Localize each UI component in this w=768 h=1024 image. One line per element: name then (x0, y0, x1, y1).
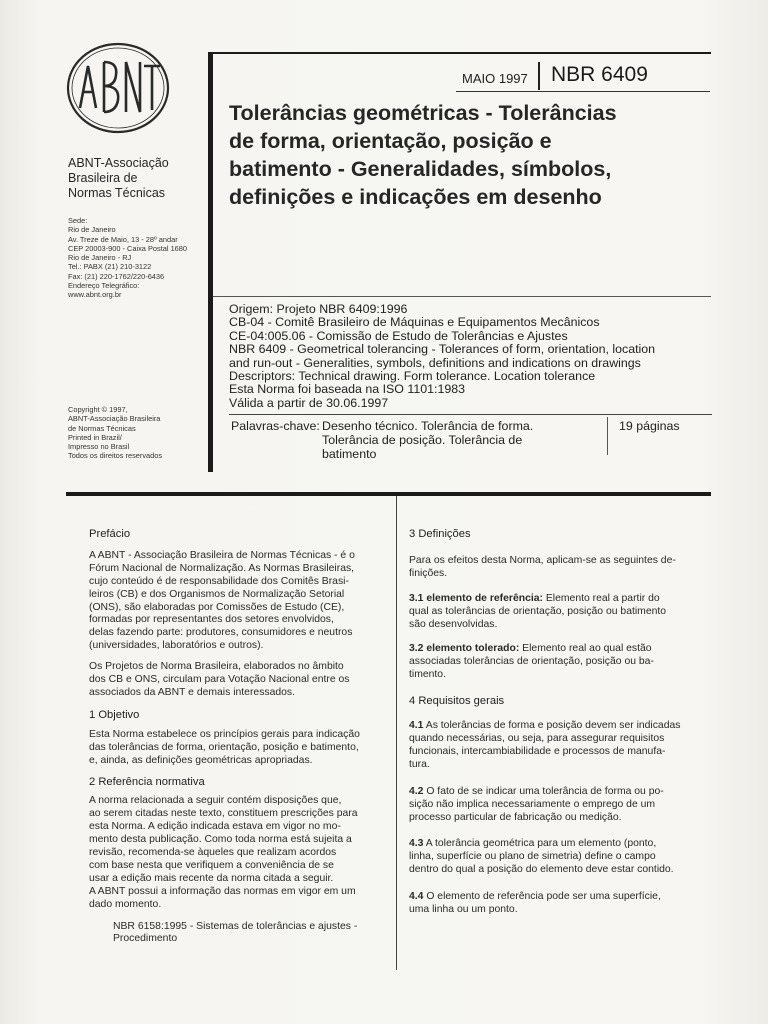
text-line: formadas por representantes dos setores envolvidos, (89, 614, 334, 626)
text-line: As tolerâncias de forma e posição devem ser indicadas (423, 720, 681, 732)
definition-3-1 (409, 593, 701, 632)
body-top-bar (66, 492, 711, 496)
text-line: com base nesta que verifiquem a conveniência de se (89, 859, 334, 871)
title-line: definições e indicações em desenho (229, 185, 602, 209)
address-line: Tel.: PABX (21) 210-3122 (68, 262, 152, 272)
text-line: das tolerâncias de forma, orientação, posição e batimento, (89, 741, 359, 753)
title-line: batimento - Generalidades, símbolos, (229, 157, 612, 181)
text-line: qual as tolerâncias de orientação, posição ou batimento (409, 605, 667, 617)
text-line: finições. (409, 567, 448, 579)
text-line: O elemento de referência pode ser uma superfície, (423, 891, 661, 903)
origin-line: Válida a partir de 30.06.1997 (229, 395, 389, 410)
document-title (229, 99, 699, 211)
copyright-line: ABNT-Associação Brasileira (68, 414, 161, 424)
text-line: (universidades, laboratórios e outros). (89, 640, 264, 652)
origin-line: and run-out - Generalities, symbols, definitions and indications on drawings (229, 355, 641, 370)
requirement-4-2 (409, 786, 701, 825)
text-line: A tolerância geométrica para um elemento (ponto, (423, 838, 657, 850)
organization-name (68, 156, 169, 201)
address-line: CEP 20003-900 - Caixa Postal 1680 (68, 243, 188, 253)
copyright-notice (68, 405, 162, 461)
right-column (409, 528, 701, 917)
text-line: (ONS), são elaboradas por Comissões de Estudo (CE), (89, 601, 345, 613)
origin-line: CB-04 - Comitê Brasileiro de Máquinas e Equipamentos Mecânicos (229, 315, 600, 330)
text-line: associadas tolerâncias de orientação, posição ou ba- (409, 656, 654, 668)
date-underline (456, 91, 710, 92)
headquarters-address (68, 216, 187, 300)
prefacio-heading: Prefácio (89, 528, 131, 540)
address-line: Rio de Janeiro (68, 225, 116, 235)
copyright-line: Printed in Brazil/ (68, 432, 122, 442)
text-line: tura. (409, 758, 430, 770)
text-line: Procedimento (113, 933, 178, 945)
keywords-list (322, 419, 533, 461)
address-line: Av. Treze de Maio, 13 - 28º andar (68, 234, 178, 244)
header-frame-top-bar (208, 52, 711, 54)
address-line: Fax: (21) 220-1762/220-6436 (68, 271, 165, 281)
definicoes-paragraph (409, 555, 701, 581)
address-line: Sede: (68, 216, 88, 225)
origin-line: NBR 6409 - Geometrical tolerancing - Tolerances of form, orientation, location (229, 342, 656, 357)
prefacio-paragraph-2 (89, 661, 384, 700)
text-line: dado momento. (89, 898, 162, 910)
copyright-line: Todos os direitos reservados (68, 451, 163, 461)
header-frame-left-bar (208, 52, 213, 472)
keywords-line: batimento (322, 447, 377, 461)
text-line: Os Projetos de Norma Brasileira, elaborados no âmbito (89, 661, 344, 673)
text-line: leiros (CB) e dos Organismos de Normalização Setorial (89, 588, 345, 600)
address-line: Rio de Janeiro - RJ (68, 253, 132, 263)
requisitos-heading: 4 Requisitos gerais (409, 695, 505, 708)
origin-line: Descriptors: Technical drawing. Form tolerance. Location tolerance (229, 369, 596, 384)
objetivo-heading: 1 Objetivo (89, 708, 140, 721)
text-line: Elemento real ao qual estão (519, 643, 652, 655)
text-line: A ABNT possui a informação das normas em vigor em um (89, 885, 356, 897)
norm-id: NBR 6409 (551, 63, 648, 86)
address-line: www.abnt.org.br (68, 290, 122, 300)
text-line: usar a edição mais recente da norma citada a seguir. (89, 872, 334, 884)
objetivo-paragraph (89, 729, 384, 768)
prefacio-paragraph-1 (89, 550, 384, 653)
requirement-4-1 (409, 720, 701, 772)
referencia-paragraph (89, 795, 384, 911)
referencia-heading: 2 Referência normativa (89, 775, 205, 788)
date-norm-box (456, 58, 710, 92)
requirement-4-3 (409, 838, 701, 877)
text-line: Elemento real a partir do (542, 592, 660, 604)
column-divider (396, 496, 397, 970)
text-line: timento. (409, 669, 446, 681)
text-line: uma linha ou um ponto. (409, 904, 518, 916)
text-line: sição não implica necessariamente o emprego de um (409, 798, 656, 810)
text-line: associados da ABNT e demais interessados. (89, 686, 296, 698)
org-name-line: Brasileira de (68, 171, 138, 185)
date-divider (538, 62, 540, 90)
clause-number: 4.3 (409, 838, 424, 850)
definition-3-2 (409, 643, 701, 682)
reference-item (89, 921, 384, 947)
text-line: mento desta publicação. Como toda norma está sujeita a (89, 834, 352, 846)
keywords-label: Palavras-chave: (231, 419, 320, 433)
left-column (89, 528, 384, 946)
origin-line: Esta Norma foi baseada na ISO 1101:1983 (229, 382, 466, 397)
origin-divider (213, 296, 711, 297)
keywords-line: Desenho técnico. Tolerância de forma. (322, 419, 534, 433)
text-line: O fato de se indicar uma tolerância de forma ou po- (423, 785, 664, 797)
page-count: 19 páginas (619, 419, 680, 433)
origin-info (229, 303, 709, 410)
text-line: e, ainda, as definições geométricas apropriadas. (89, 754, 313, 766)
text-line: esta Norma. A edição indicada estava em vigor no mo- (89, 821, 341, 833)
definition-term: 3.2 elemento tolerado: (409, 643, 520, 655)
text-line: dos CB e ONS, circulam para Votação Nacional entre os (89, 674, 350, 686)
text-line: linha, superfície ou plano de simetria) define o campo (409, 851, 656, 863)
text-line: funcionais, intercambiabilidade e processos de manufa- (409, 745, 666, 757)
keywords-divider (607, 417, 608, 455)
definicoes-heading: 3 Definições (409, 528, 471, 540)
text-line: são desenvolvidas. (409, 618, 498, 630)
text-line: A ABNT - Associação Brasileira de Normas Técnicas - é o (89, 549, 355, 561)
text-line: A norma relacionada a seguir contém disposições que, (89, 795, 342, 807)
text-line: ao serem citadas neste texto, constituem prescrições para (89, 808, 358, 820)
copyright-line: Impresso no Brasil (68, 442, 130, 452)
requirement-4-4 (409, 891, 701, 917)
text-line: processo particular de fabricação ou medição. (409, 811, 622, 823)
publication-date: MAIO 1997 (462, 71, 528, 86)
title-line: de forma, orientação, posição e (229, 129, 552, 153)
text-line: Para os efeitos desta Norma, aplicam-se as seguintes de- (409, 554, 676, 566)
text-line: cujo conteúdo é de responsabilidade dos Comitês Brasi- (89, 575, 349, 587)
clause-number: 4.1 (409, 720, 424, 732)
clause-number: 4.2 (409, 785, 424, 797)
definition-term: 3.1 elemento de referência: (409, 592, 543, 604)
copyright-line: de Normas Técnicas (68, 423, 136, 433)
text-line: revisão, recomenda-se àqueles que realizam acordos (89, 847, 337, 859)
copyright-line: Copyright © 1997, (68, 405, 128, 414)
origin-line: Origem: Projeto NBR 6409:1996 (229, 302, 408, 316)
text-line: dentro do qual a posição do elemento deve estar contido. (409, 864, 674, 876)
org-name-line: ABNT-Associação (68, 156, 169, 170)
org-name-line: Normas Técnicas (68, 186, 166, 200)
text-line: Esta Norma estabelece os princípios gerais para indicação (89, 728, 360, 740)
title-line: Tolerâncias geométricas - Tolerâncias (229, 101, 617, 125)
abnt-logo (66, 42, 170, 134)
clause-number: 4.4 (409, 891, 424, 903)
text-line: Fórum Nacional de Normalização. As Normas Brasileiras, (89, 562, 355, 574)
text-line: NBR 6158:1995 - Sistemas de tolerâncias e ajustes - (113, 920, 358, 932)
origin-line: CE-04:005.06 - Comissão de Estudo de Tolerâncias e Ajustes (229, 328, 568, 343)
address-line: Endereço Telegráfico: (68, 281, 140, 291)
text-line: quando necessárias, ou seja, para assegurar requisitos (409, 732, 665, 744)
text-line: delas fazendo parte: produtores, consumidores e neutros (89, 627, 353, 639)
keywords-line: Tolerância de posição. Tolerância de (322, 433, 523, 447)
keywords-box (229, 414, 712, 459)
